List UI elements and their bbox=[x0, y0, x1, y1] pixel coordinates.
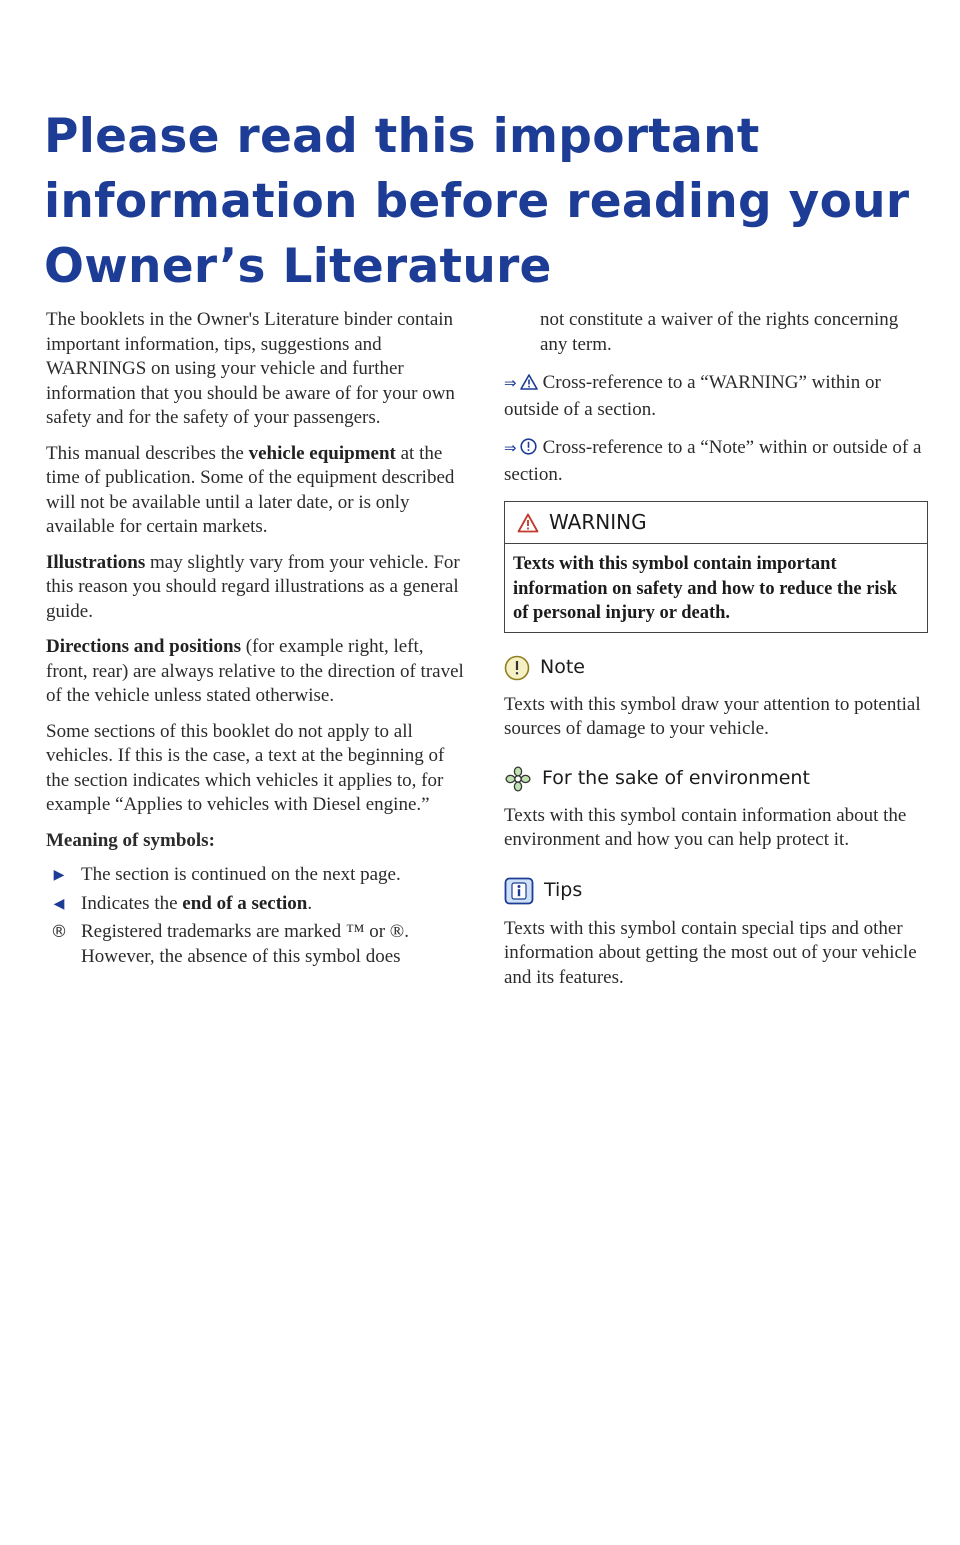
note-section bbox=[504, 655, 928, 742]
warning-triangle-icon bbox=[517, 513, 539, 533]
list-item: ® Registered trademarks are marked ™ or ®. However, the absence of this symbol does bbox=[46, 920, 468, 969]
warning-cross-reference: ⇒ Cross-reference to a “WARNING” within or outside of a section. bbox=[504, 372, 881, 420]
tips-heading: Tips bbox=[504, 877, 928, 905]
info-icon bbox=[504, 877, 534, 905]
equipment-paragraph: This manual describes the vehicle equipment at the time of publication. Some of the equipment described will not be available until a later date, or is only available for certain markets. bbox=[46, 442, 455, 537]
warning-triangle-icon bbox=[520, 373, 538, 398]
note-text: Texts with this symbol draw your attention to potential sources of damage to your vehicle. bbox=[504, 693, 921, 739]
environment-section bbox=[504, 766, 928, 853]
continue-arrow-icon: ▶ bbox=[53, 867, 65, 883]
right-column bbox=[504, 308, 928, 1014]
intro-paragraph: The booklets in the Owner's Literature binder contain important information, tips, suggestions and WARNINGS on using your vehicle and further information that you should be aware of for your own safety and for the safety of your passengers. bbox=[46, 309, 455, 428]
continued-text: not constitute a waiver of the rights concerning any term. bbox=[540, 309, 899, 355]
cross-reference-arrow-icon: ⇒ bbox=[504, 439, 517, 457]
cross-reference-arrow-icon: ⇒ bbox=[504, 374, 517, 392]
list-item: ▶ The section is continued on the next page. bbox=[46, 863, 468, 888]
directions-paragraph: Directions and positions (for example right, left, front, rear) are always relative to the direction of travel of the vehicle unless stated otherwise. bbox=[46, 636, 464, 706]
environment-text: Texts with this symbol contain information about the environment and how you can help protect it. bbox=[504, 804, 907, 850]
tips-text: Texts with this symbol contain special tips and other information about getting the most out of your vehicle and its features. bbox=[504, 917, 917, 988]
warning-box bbox=[504, 501, 928, 633]
note-circle-icon bbox=[520, 438, 537, 463]
tips-section bbox=[504, 877, 928, 991]
left-column bbox=[46, 308, 468, 973]
end-arrow-icon: ◀ bbox=[53, 895, 65, 912]
warning-box-header bbox=[505, 502, 927, 544]
applicability-paragraph: Some sections of this booklet do not apply to all vehicles. If this is the case, a text at the beginning of the section indicates which vehicles it applies to, for example “Applies to vehicles with Diesel engine.” bbox=[46, 720, 445, 815]
note-heading: Note bbox=[504, 655, 928, 681]
warning-text: Texts with this symbol contain important information on safety and how to reduce the risk of personal injury or death. bbox=[513, 554, 898, 623]
page-title: Please read this important information before reading your Owner’s Literature bbox=[44, 109, 910, 294]
note-circle-icon bbox=[504, 655, 530, 681]
registered-icon: ® bbox=[50, 922, 68, 942]
flower-icon bbox=[504, 766, 532, 792]
environment-heading: For the sake of environment bbox=[504, 766, 928, 792]
symbols-heading: Meaning of symbols: bbox=[46, 829, 215, 851]
list-item: ◀ Indicates the end of a section. bbox=[46, 892, 468, 917]
symbols-list bbox=[46, 863, 468, 969]
warning-label: WARNING bbox=[549, 510, 647, 535]
note-cross-reference: ⇒ Cross-reference to a “Note” within or outside of a section. bbox=[504, 437, 922, 485]
illustrations-paragraph: Illustrations may slightly vary from your vehicle. For this reason you should regard illustrations as a general guide. bbox=[46, 551, 460, 622]
